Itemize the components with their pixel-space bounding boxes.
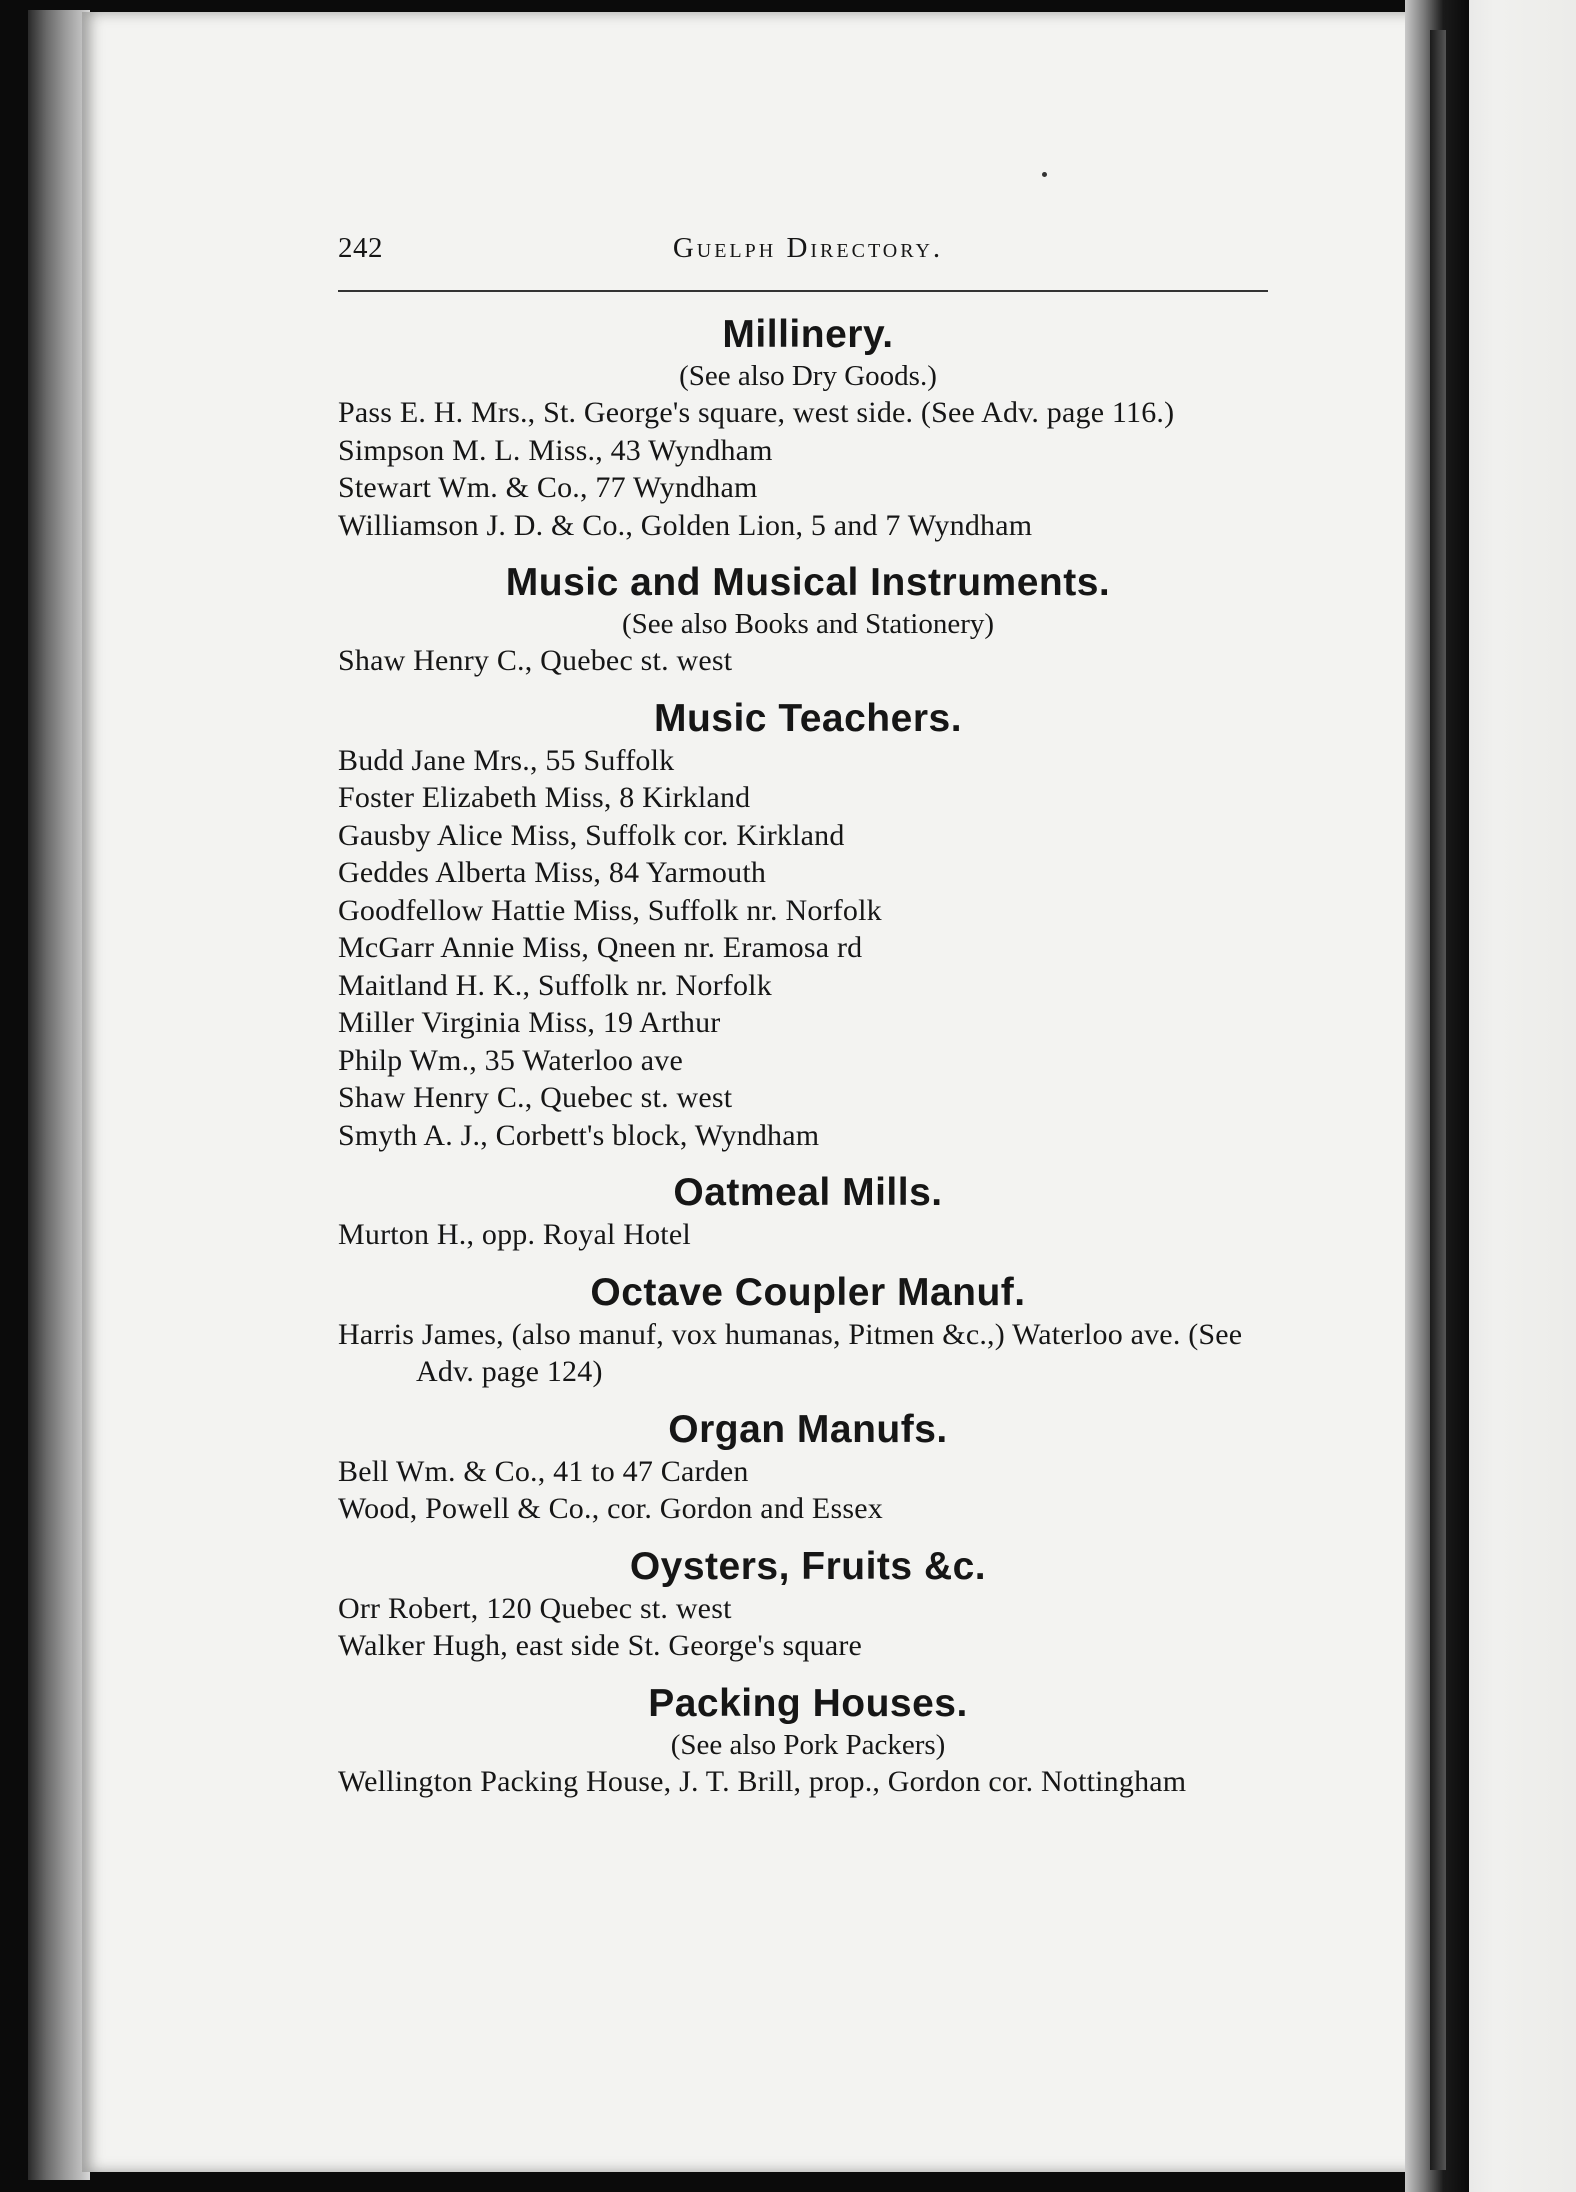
- section-heading: Oatmeal Mills.: [673, 1171, 943, 1214]
- directory-entry: Miller Virginia Miss, 19 Arthur: [338, 1006, 721, 1039]
- directory-entry: Goodfellow Hattie Miss, Suffolk nr. Norfolk: [338, 893, 882, 927]
- see-also-note: (See also Books and Stationery): [621, 608, 995, 640]
- page-edge: [28, 10, 90, 2180]
- directory-section: [338, 1528, 1278, 1665]
- section-heading: Packing Houses.: [648, 1681, 968, 1725]
- directory-entry: Bell Wm. & Co., 41 to 47 Carden: [338, 1454, 749, 1488]
- section-heading: Oysters, Fruits &c.: [629, 1544, 987, 1588]
- directory-section: [338, 1254, 1278, 1391]
- gutter-shadow: [1430, 30, 1446, 2170]
- page-content: [338, 232, 1278, 1800]
- directory-entry: Philp Wm., 35 Waterloo ave: [338, 1043, 683, 1077]
- directory-entry: Orr Robert, 120 Quebec st. west: [338, 1591, 732, 1625]
- directory-entry: Smyth A. J., Corbett's block, Wyndham: [338, 1118, 820, 1152]
- see-also-note: (See also Dry Goods.): [679, 360, 937, 392]
- directory-entry: Wood, Powell & Co., cor. Gordon and Essex: [338, 1492, 883, 1525]
- running-head: [338, 232, 1278, 276]
- directory-section: [338, 1154, 1278, 1254]
- section-heading: Music Teachers.: [653, 696, 963, 740]
- directory-sections: [338, 292, 1278, 1800]
- page-number: 242: [338, 232, 383, 264]
- directory-entry: Budd Jane Mrs., 55 Suffolk: [338, 743, 675, 777]
- spacer: [338, 1391, 1278, 1407]
- directory-entry: Walker Hugh, east side St. George's square: [338, 1629, 863, 1662]
- running-title: Guelph Directory.: [672, 232, 944, 264]
- directory-entry: Wellington Packing House, J. T. Brill, prop., Gordon cor. Nottingham: [338, 1764, 1187, 1798]
- directory-entry: Murton H., opp. Royal Hotel: [338, 1218, 691, 1251]
- directory-entry: Williamson J. D. & Co., Golden Lion, 5 and 7 Wyndham: [338, 508, 1033, 542]
- spacer: [338, 1528, 1278, 1544]
- directory-entry: Simpson M. L. Miss., 43 Wyndham: [338, 433, 773, 467]
- section-heading: Organ Manufs.: [668, 1407, 948, 1451]
- spacer: [338, 1154, 1278, 1170]
- section-heading: Millinery.: [722, 313, 894, 356]
- directory-entry: Pass E. H. Mrs., St. George's square, west side. (See Adv. page 116.): [338, 396, 1175, 429]
- see-also-note: (See also Pork Packers): [670, 1728, 946, 1761]
- directory-section: [338, 1665, 1278, 1801]
- directory-section: [338, 680, 1278, 1155]
- speck: [1042, 172, 1047, 177]
- directory-entry: Gausby Alice Miss, Suffolk cor. Kirkland: [338, 818, 845, 852]
- directory-entry: Geddes Alberta Miss, 84 Yarmouth: [338, 856, 767, 889]
- spacer: [338, 292, 1278, 312]
- spacer: [338, 1254, 1278, 1270]
- section-heading: Music and Musical Instruments.: [505, 561, 1111, 604]
- directory-entry: Stewart Wm. & Co., 77 Wyndham: [338, 471, 758, 504]
- directory-section: [338, 312, 1278, 544]
- directory-entry: Maitland H. K., Suffolk nr. Norfolk: [338, 968, 772, 1002]
- spacer: [338, 680, 1278, 696]
- directory-entry: Foster Elizabeth Miss, 8 Kirkland: [338, 781, 751, 814]
- spacer: [338, 544, 1278, 560]
- directory-entry: Harris James, (also manuf, vox humanas, Pitmen &c.,) Waterloo ave. (See Adv. page 124): [338, 1317, 1243, 1388]
- directory-entry: Shaw Henry C., Quebec st. west: [338, 644, 733, 677]
- section-heading: Octave Coupler Manuf.: [590, 1270, 1026, 1314]
- spacer: [338, 1665, 1278, 1681]
- directory-entry: Shaw Henry C., Quebec st. west: [338, 1081, 733, 1114]
- directory-section: [338, 1391, 1278, 1528]
- directory-entry: McGarr Annie Miss, Qneen nr. Eramosa rd: [338, 931, 863, 964]
- directory-section: [338, 544, 1278, 680]
